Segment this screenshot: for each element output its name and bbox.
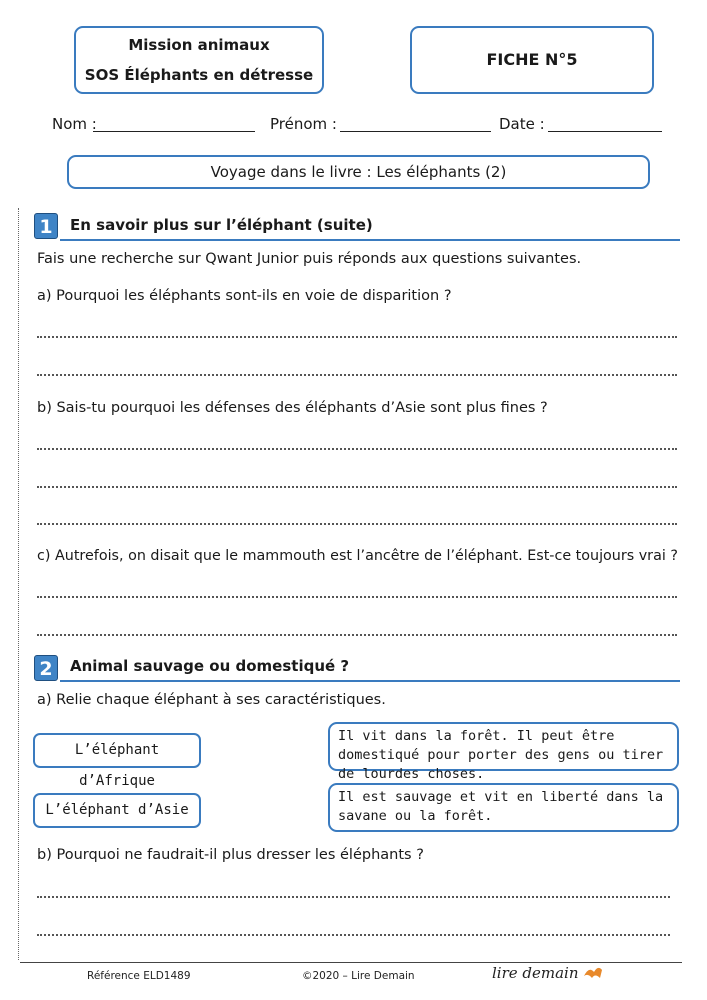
match-left-asia[interactable]: L’éléphant d’Asie: [33, 793, 201, 828]
section-1-rule: [60, 239, 680, 241]
lire-demain-logo: [492, 964, 603, 982]
section-1-instruction: Fais une recherche sur Qwant Junior puis réponds aux questions suivantes.: [37, 251, 582, 267]
answer-line-1b-2[interactable]: [37, 486, 677, 488]
date-field[interactable]: [548, 131, 662, 132]
match-right-savanna[interactable]: Il est sauvage et vit en liberté dans la savane ou la forêt.: [328, 783, 679, 832]
answer-line-2b-2[interactable]: [37, 934, 670, 936]
answer-line-1c-1[interactable]: [37, 596, 677, 598]
answer-line-1a-1[interactable]: [37, 336, 677, 338]
fiche-number: FICHE N°5: [486, 50, 578, 69]
prenom-field[interactable]: [340, 131, 491, 132]
nom-label: Nom :: [52, 115, 97, 133]
answer-line-1b-3[interactable]: [37, 523, 677, 525]
fiche-number-box: [410, 26, 654, 94]
question-1c: c) Autrefois, on disait que le mammouth est l’ancêtre de l’éléphant. Est-ce toujours vrai ?: [37, 548, 678, 564]
book-icon: [583, 964, 603, 980]
voyage-title-box: [67, 155, 650, 189]
match-left-africa[interactable]: L’éléphant d’Afrique: [33, 733, 201, 768]
section-2-badge: 2: [34, 655, 58, 681]
question-2b: b) Pourquoi ne faudrait-il plus dresser les éléphants ?: [37, 847, 424, 863]
match-right-forest[interactable]: Il vit dans la forêt. Il peut être domestiqué pour porter des gens ou tirer de lourdes choses.: [328, 722, 679, 771]
answer-line-1a-2[interactable]: [37, 374, 677, 376]
mission-title-line2: SOS Éléphants en détresse: [84, 66, 314, 84]
margin-rule: [18, 208, 19, 960]
mission-title-line1: Mission animaux: [128, 36, 270, 54]
logo-text: lire demain: [492, 964, 579, 982]
section-2-title: Animal sauvage ou domestiqué ?: [70, 657, 350, 675]
section-1-badge: 1: [34, 213, 58, 239]
answer-line-1b-1[interactable]: [37, 448, 677, 450]
question-1a: a) Pourquoi les éléphants sont-ils en voie de disparition ?: [37, 288, 452, 304]
footer-reference: Référence ELD1489: [87, 970, 191, 982]
footer-copyright: ©2020 – Lire Demain: [302, 970, 415, 982]
voyage-title: Voyage dans le livre : Les éléphants (2): [210, 163, 507, 181]
footer-rule: [20, 962, 682, 963]
nom-field[interactable]: [93, 131, 255, 132]
mission-title-box: [74, 26, 324, 94]
question-1b: b) Sais-tu pourquoi les défenses des éléphants d’Asie sont plus fines ?: [37, 400, 548, 416]
date-label: Date :: [499, 115, 545, 133]
question-2a: a) Relie chaque éléphant à ses caractéristiques.: [37, 692, 386, 708]
answer-line-1c-2[interactable]: [37, 634, 677, 636]
section-2-rule: [60, 680, 680, 682]
section-1-title: En savoir plus sur l’éléphant (suite): [70, 216, 373, 234]
answer-line-2b-1[interactable]: [37, 896, 670, 898]
prenom-label: Prénom :: [270, 115, 337, 133]
